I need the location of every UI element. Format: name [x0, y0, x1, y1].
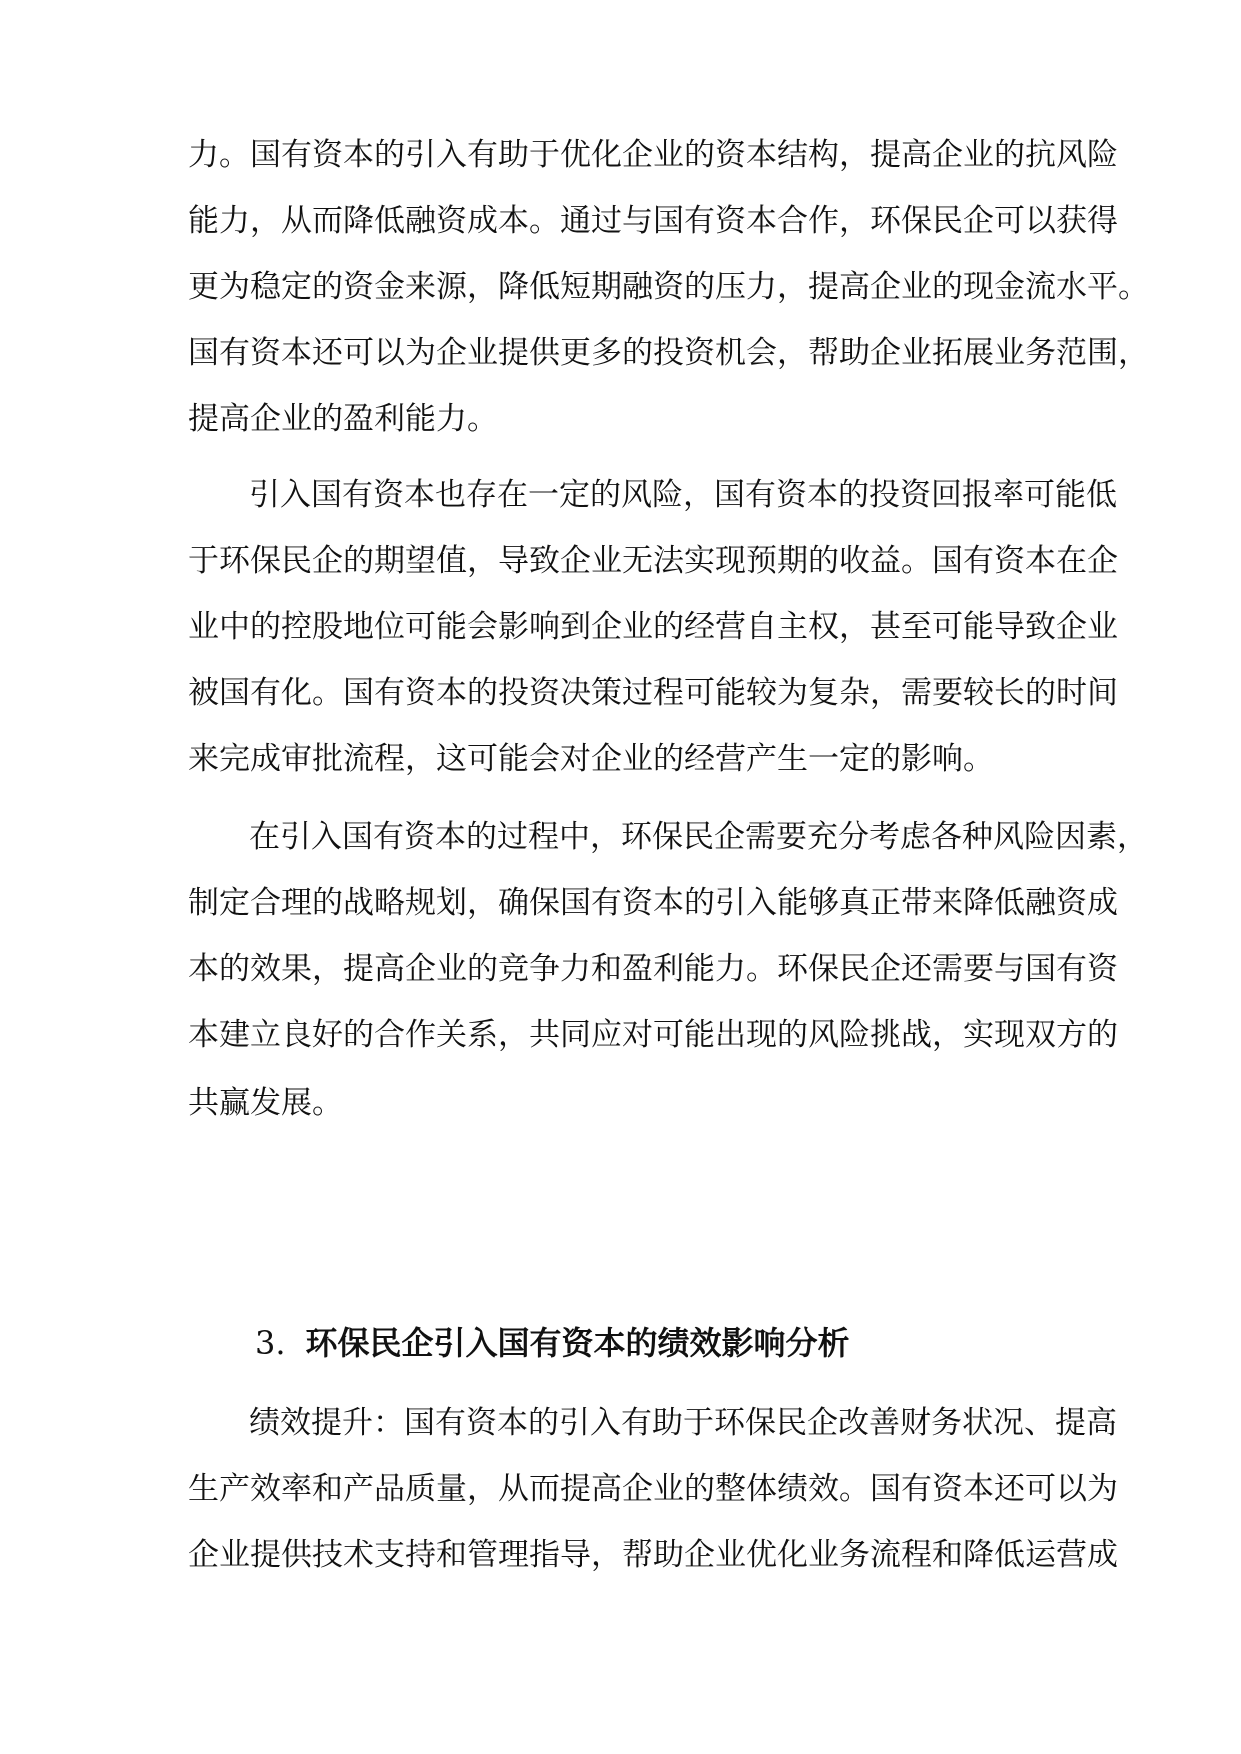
paragraph-2-line-4: 被国有化。国有资本的投资决策过程可能较为复杂，需要较长的时间: [188, 675, 1118, 711]
paragraph-2-line-3: 业中的控股地位可能会影响到企业的经营自主权，甚至可能导致企业: [188, 609, 1118, 645]
section-number: 3.: [255, 1324, 286, 1362]
paragraph-2-line-1: 引入国有资本也存在一定的风险，国有资本的投资回报率可能低: [249, 477, 1117, 513]
section-paragraph-line-1: 绩效提升：国有资本的引入有助于环保民企改善财务状况、提高: [249, 1405, 1117, 1441]
paragraph-3-line-3: 本的效果，提高企业的竞争力和盈利能力。环保民企还需要与国有资: [188, 951, 1118, 987]
paragraph-3-line-4: 本建立良好的合作关系，共同应对可能出现的风险挑战，实现双方的: [188, 1017, 1118, 1053]
paragraph-1-line-2: 能力，从而降低融资成本。通过与国有资本合作，环保民企可以获得: [188, 203, 1118, 239]
paragraph-3-line-5: 共赢发展。: [188, 1085, 343, 1121]
section-paragraph-line-2: 生产效率和产品质量，从而提高企业的整体绩效。国有资本还可以为: [188, 1471, 1118, 1507]
section-title: 环保民企引入国有资本的绩效影响分析: [305, 1324, 850, 1362]
paragraph-1-line-5: 提高企业的盈利能力。: [188, 401, 498, 437]
section-paragraph-line-3: 企业提供技术支持和管理指导，帮助企业优化业务流程和降低运营成: [188, 1537, 1118, 1573]
paragraph-2-line-2: 于环保民企的期望值，导致企业无法实现预期的收益。国有资本在企: [188, 543, 1118, 579]
paragraph-2-line-5: 来完成审批流程，这可能会对企业的经营产生一定的影响。: [188, 741, 994, 777]
section-heading: [255, 1318, 850, 1368]
paragraph-3-line-1: 在引入国有资本的过程中，环保民企需要充分考虑各种风险因素，: [249, 819, 1148, 855]
paragraph-1-line-3: 更为稳定的资金来源，降低短期融资的压力，提高企业的现金流水平。: [188, 269, 1149, 305]
paragraph-1-line-4: 国有资本还可以为企业提供更多的投资机会，帮助企业拓展业务范围，: [188, 335, 1149, 371]
paragraph-3-line-2: 制定合理的战略规划，确保国有资本的引入能够真正带来降低融资成: [188, 885, 1118, 921]
paragraph-1-line-1: 力。国有资本的引入有助于优化企业的资本结构，提高企业的抗风险: [188, 137, 1118, 173]
